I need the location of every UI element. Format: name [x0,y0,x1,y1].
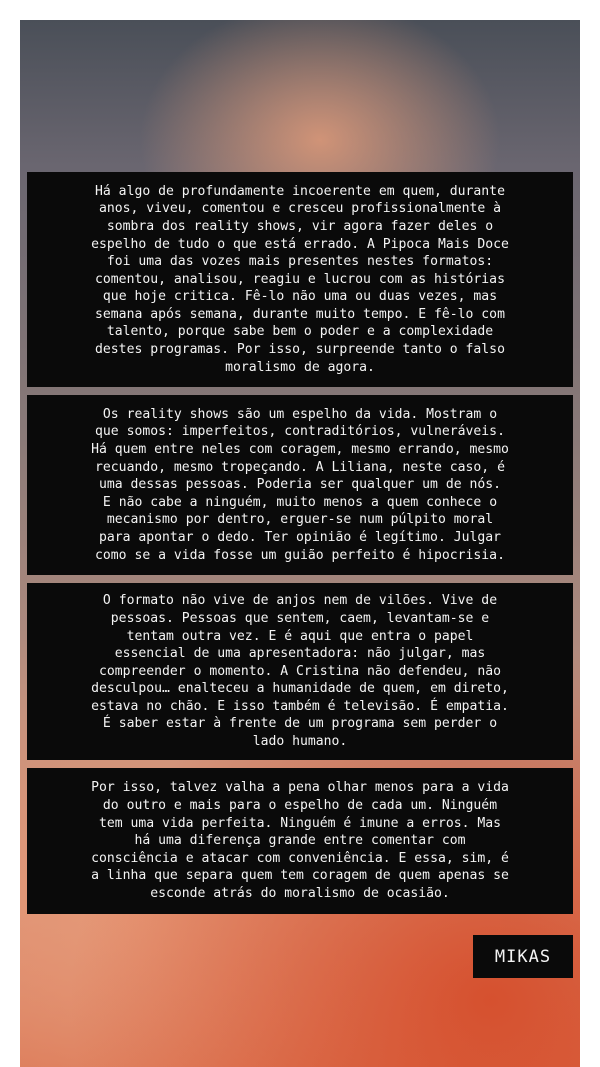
author-signature: MIKAS [473,935,573,978]
text-block-2: Os reality shows são um espelho da vida. Mostram o que somos: imperfeitos, contraditórios, vulneráveis. Há quem entre neles com coragem, mesmo errando, mesmo recuando, mesmo tropeçando. A Liliana, neste caso, é uma dessas pessoas. Poderia ser qualquer um de nós. E não cabe a ninguém, muito menos a quem conhece o mecanismo por dentro, erguer-se num púlpito moral para apontar o dedo. Ter opinião é legítimo. Julgar como se a vida fosse um guião perfeito é hipocrisia. [27,395,573,575]
text-block-4: Por isso, talvez valha a pena olhar menos para a vida do outro e mais para o espelho de cada um. Ninguém tem uma vida perfeita. Ninguém é imune a erros. Mas há uma diferença grande entre comentar com consciência e atacar com conveniência. E essa, sim, é a linha que separa quem tem coragem de quem apenas se esconde atrás do moralismo de ocasião. [27,768,573,914]
text-block-3: O formato não vive de anjos nem de vilões. Vive de pessoas. Pessoas que sentem, caem, levantam-se e tentam outra vez. E é aqui que entra o papel essencial de uma apresentadora: não julgar, mas compreender o momento. A Cristina não defendeu, não desculpou… enalteceu a humanidade de quem, em direto, estava no chão. E isso também é televisão. É empatia. É saber estar à frente de um programa sem perder o lado humano. [27,583,573,760]
text-block-1: Há algo de profundamente incoerente em quem, durante anos, viveu, comentou e cresceu profissionalmente à sombra dos reality shows, vir agora fazer deles o espelho de tudo o que está errado. A Pipoca Mais Doce foi uma das vozes mais presentes nestes formatos: comentou, analisou, reagiu e lucrou com as histórias que hoje critica. Fê-lo não uma ou duas vezes, mas semana após semana, durante muito tempo. E fê-lo com talento, porque sabe bem o poder e a complexidade destes programas. Por isso, surpreende tanto o falso moralismo de agora. [27,172,573,387]
story-frame [20,20,580,1067]
